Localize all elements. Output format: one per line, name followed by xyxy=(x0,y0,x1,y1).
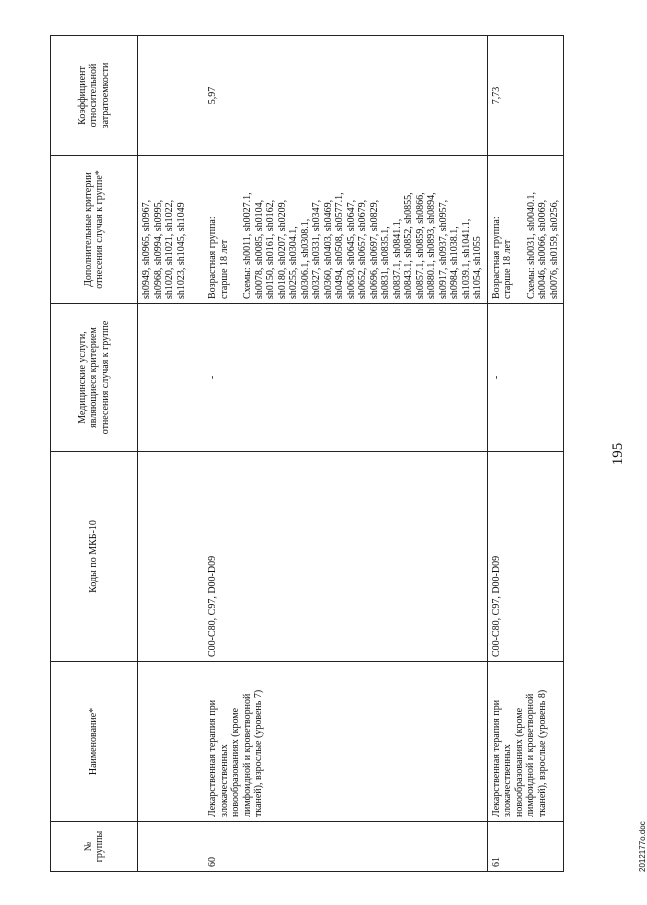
scheme-line: sh0843.1, sh0852, sh0855, xyxy=(403,192,414,299)
header-icd-codes: Коды по МКБ-10 xyxy=(51,452,138,662)
scheme-line: sh1023, sh1045, sh1049 xyxy=(175,202,187,299)
cell-group-number: 60 xyxy=(204,822,487,872)
scheme-list xyxy=(526,160,561,299)
page-number: 195 xyxy=(610,442,626,466)
scheme-line: sh0494, sh0508, sh0577.1, xyxy=(334,192,345,299)
cell-medical-services: - xyxy=(204,304,487,452)
cell-empty xyxy=(138,304,205,452)
cell-extra-criteria xyxy=(204,156,487,304)
scheme-line: sh0180, sh0207, sh0209, xyxy=(276,199,288,299)
scheme-line: sh0360, sh0403, sh0469, xyxy=(322,199,334,299)
cell-extra-criteria-continued xyxy=(138,156,205,304)
age-value: старше 18 лет xyxy=(502,239,513,299)
scheme-line: sh0306.1, sh0308.1, xyxy=(299,218,311,299)
cell-name: Лекарственная терапия при злокачественных новообразованиях (кроме лимфоидной и кроветворной тканей), взрослые (уровень 7) xyxy=(204,662,487,822)
cell-extra-criteria xyxy=(487,156,564,304)
scheme-line: sh0327, sh0331, sh0347, xyxy=(311,199,322,299)
header-medical-services: Медицинские услуги, являющиеся критерием отнесения случая к группе xyxy=(51,304,138,452)
scheme-line: sh0255, sh0304.1, xyxy=(288,226,299,299)
header-name: Наименование* xyxy=(51,662,138,822)
cell-group-number: 61 xyxy=(487,822,564,872)
scheme-line: sh0150, sh0161, sh0162, xyxy=(265,199,276,299)
table-row-group-60 xyxy=(204,36,487,872)
cell-empty xyxy=(138,822,205,872)
scheme-line: sh0831, sh0835.1, xyxy=(380,226,391,299)
scheme-line: sh0968, sh0994, sh0995, xyxy=(152,199,164,299)
header-extra-criteria: Дополнительные критерии отнесения случая к группе* xyxy=(51,156,138,304)
scheme-line: sh0984, sh1038.1, xyxy=(449,226,460,299)
scheme-line: sh1020, sh1021, sh1022, xyxy=(164,199,175,299)
cell-cost-coefficient: 7,73 xyxy=(487,36,564,156)
scheme-line: sh0880.1, sh0893, sh0894, xyxy=(426,192,437,299)
scheme-line: sh0857.1, sh0859, sh0866, xyxy=(414,192,426,299)
cell-empty xyxy=(138,36,205,156)
scheme-line: sh0652, sh0657, sh0679, xyxy=(357,199,368,299)
age-label: Возрастная группа: xyxy=(207,216,218,299)
scheme-line: sh0696, sh0697, sh0829, xyxy=(368,199,380,299)
table-header-row xyxy=(51,36,138,872)
scheme-line: Схемы: sh0031, sh0040.1, xyxy=(525,192,537,299)
scheme-line: sh0837.1, sh0841.1, xyxy=(391,218,403,299)
document-page xyxy=(50,36,647,872)
cell-empty xyxy=(138,662,205,822)
header-cost-coefficient: Коэффициент относительной затратоемкости xyxy=(51,36,138,156)
scheme-line: sh0046, sh0066, sh0069, xyxy=(537,199,548,299)
scheme-line: Схемы: sh0011, sh0027.1, xyxy=(242,192,253,299)
cell-empty xyxy=(138,452,205,662)
scheme-line: sh1054, sh1055 xyxy=(472,236,483,299)
cell-icd-codes: C00-C80, C97, D00-D09 xyxy=(204,452,487,662)
cell-icd-codes: C00-C80, C97, D00-D09 xyxy=(487,452,564,662)
age-criteria xyxy=(207,160,230,299)
scheme-line: sh0949, sh0965, sh0967, xyxy=(141,199,152,299)
age-value: старше 18 лет xyxy=(218,239,230,299)
criteria-table xyxy=(50,35,564,872)
header-group-number: № группы xyxy=(51,822,138,872)
table-row-group-61 xyxy=(487,36,564,872)
scheme-line: sh0917, sh0937, sh0957, xyxy=(437,199,449,299)
cell-medical-services: - xyxy=(487,304,564,452)
scheme-line: sh1039.1, sh1041.1, xyxy=(460,218,472,299)
age-criteria xyxy=(491,160,514,299)
cell-name: Лекарственная терапия при злокачественных новообразованиях (кроме лимфоидной и кроветворной тканей), взрослые (уровень 8) xyxy=(487,662,564,822)
age-label: Возрастная группа: xyxy=(490,216,502,299)
scheme-line: sh0078, sh0085, sh0104, xyxy=(253,199,265,299)
file-footer: 2012177o.doc xyxy=(638,821,647,872)
table-row-continuation xyxy=(138,36,205,872)
scheme-line: sh0630, sh0645, sh0647, xyxy=(345,199,357,299)
scheme-line: sh0076, sh0159, sh0256, xyxy=(548,199,560,299)
scheme-list xyxy=(242,160,484,299)
cell-cost-coefficient: 5,97 xyxy=(204,36,487,156)
